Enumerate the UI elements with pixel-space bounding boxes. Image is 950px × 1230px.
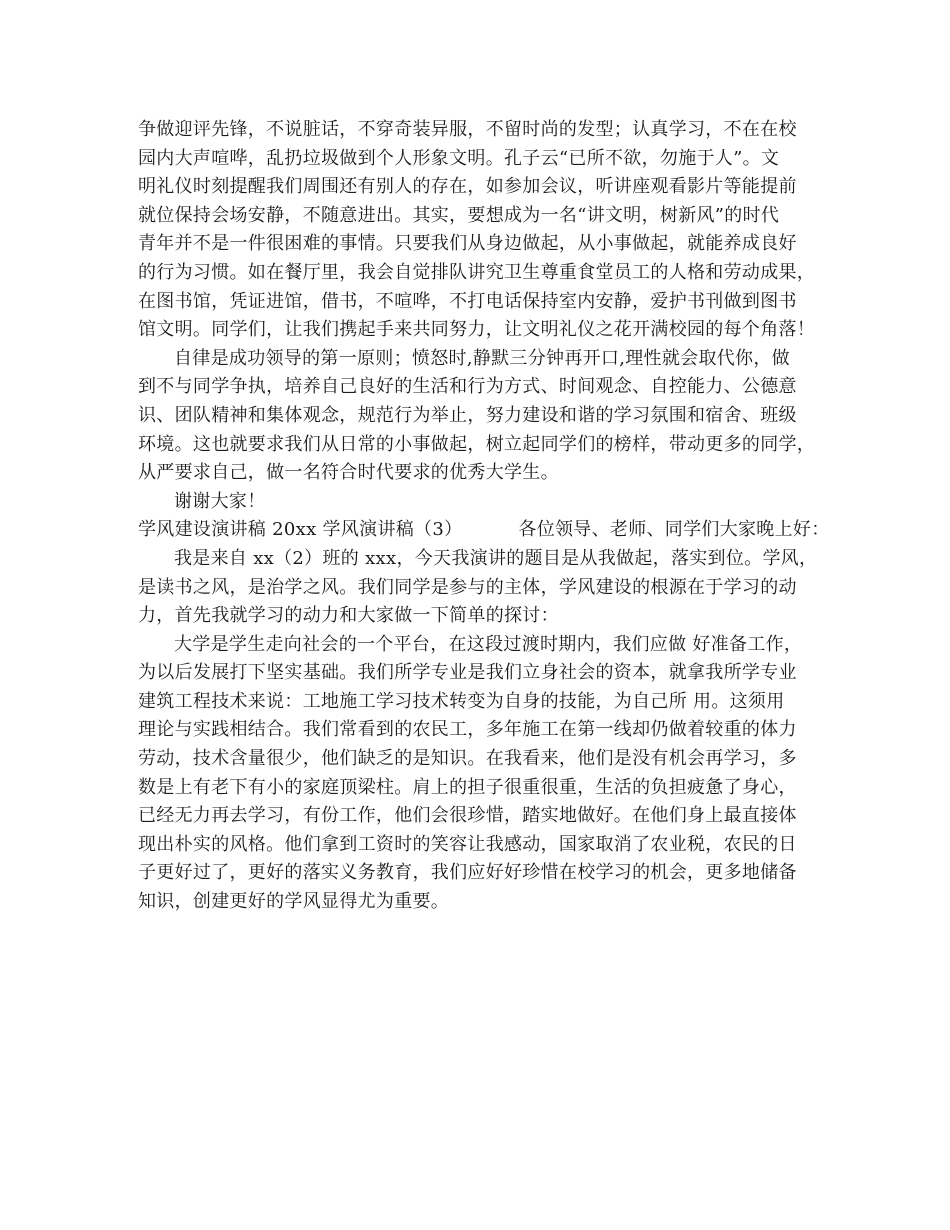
speech-title: 学风建设演讲稿 20xx 学风演讲稿（3） — [138, 519, 463, 541]
text-line: 自律是成功领导的第一原则；愤怒时,静默三分钟再开口,理性就会取代你，做 — [174, 347, 790, 369]
text-line: 到不与同学争执，培养自己良好的生活和行为方式、时间观念、自控能力、公德意 — [138, 376, 797, 398]
text-line: 是读书之风，是治学之风。我们同学是参与的主体，学风建设的根源在于学习的动 — [138, 576, 797, 598]
text-line: 就位保持会场安静，不随意进出。其实，要想成为一名“讲文明，树新风”的时代 — [138, 204, 780, 226]
text-line: 的行为习惯。如在餐厅里，我会自觉排队讲究卫生尊重食堂员工的人格和劳动成果， — [138, 261, 816, 283]
text-line: 理论与实践相结合。我们常看到的农民工，多年施工在第一线却仍做着较重的体力 — [138, 719, 797, 741]
text-line: 园内大声喧哗，乱扔垃圾做到个人形象文明。孔子云“已所不欲，勿施于人”。文 — [138, 147, 780, 169]
text-line: 大学是学生走向社会的一个平台，在这段过渡时期内，我们应做 好准备工作， — [174, 633, 803, 655]
text-line: 馆文明。同学们，让我们携起手来共同努力，让文明礼仪之花开满校园的每个角落！ — [138, 319, 816, 341]
greeting: 各位领导、老师、同学们大家晚上好： — [518, 519, 830, 541]
text-line: 我是来自 xx（2）班的 xxx，今天我演讲的题目是从我做起，落实到位。学风， — [174, 547, 818, 569]
text-line: 识、团队精神和集体观念，规范行为举止，努力建设和谐的学习氛围和宿舍、班级 — [138, 404, 797, 426]
text-line: 环境。这也就要求我们从日常的小事做起，树立起同学们的榜样，带动更多的同学， — [138, 433, 816, 455]
text-line: 力，首先我就学习的动力和大家做一下简单的探讨： — [138, 605, 559, 627]
text-line: 从严要求自己，做一名符合时代要求的优秀大学生。 — [138, 462, 559, 484]
document-body — [138, 116, 828, 917]
text-line: 知识，创建更好的学风显得尤为重要。 — [138, 891, 450, 913]
text-line: 数是上有老下有小的家庭顶梁柱。肩上的担子很重很重，生活的负担疲惫了身心， — [138, 776, 797, 798]
text-line: 现出朴实的风格。他们拿到工资时的笑容让我感动，国家取消了农业税，农民的日 — [138, 833, 797, 855]
text-line: 已经无力再去学习，有份工作，他们会很珍惜，踏实地做好。在他们身上最直接体 — [138, 805, 797, 827]
text-line: 谢谢大家！ — [174, 490, 266, 512]
text-line: 明礼仪时刻提醒我们周围还有别人的存在，如参加会议，听讲座观看影片等能提前 — [138, 176, 797, 198]
text-line: 在图书馆，凭证进馆，借书，不喧哗，不打电话保持室内安静，爱护书刊做到图书 — [138, 290, 797, 312]
text-line: 为以后发展打下坚实基础。我们所学专业是我们立身社会的资本，就拿我所学专业 — [138, 662, 797, 684]
text-line: 劳动，技术含量很少，他们缺乏的是知识。在我看来，他们是没有机会再学习，多 — [138, 748, 797, 770]
text-line: 建筑工程技术来说：工地施工学习技术转变为自身的技能，为自己所 用。这须用 — [138, 690, 785, 712]
text-line: 争做迎评先锋，不说脏话，不穿奇装异服，不留时尚的发型；认真学习，不在在校 — [138, 119, 797, 140]
text-line: 青年并不是一件很困难的事情。只要我们从身边做起，从小事做起，就能养成良好 — [138, 233, 797, 255]
heading-line — [138, 516, 828, 545]
text-line: 子更好过了，更好的落实义务教育，我们应好好珍惜在校学习的机会，更多地储备 — [138, 862, 797, 884]
